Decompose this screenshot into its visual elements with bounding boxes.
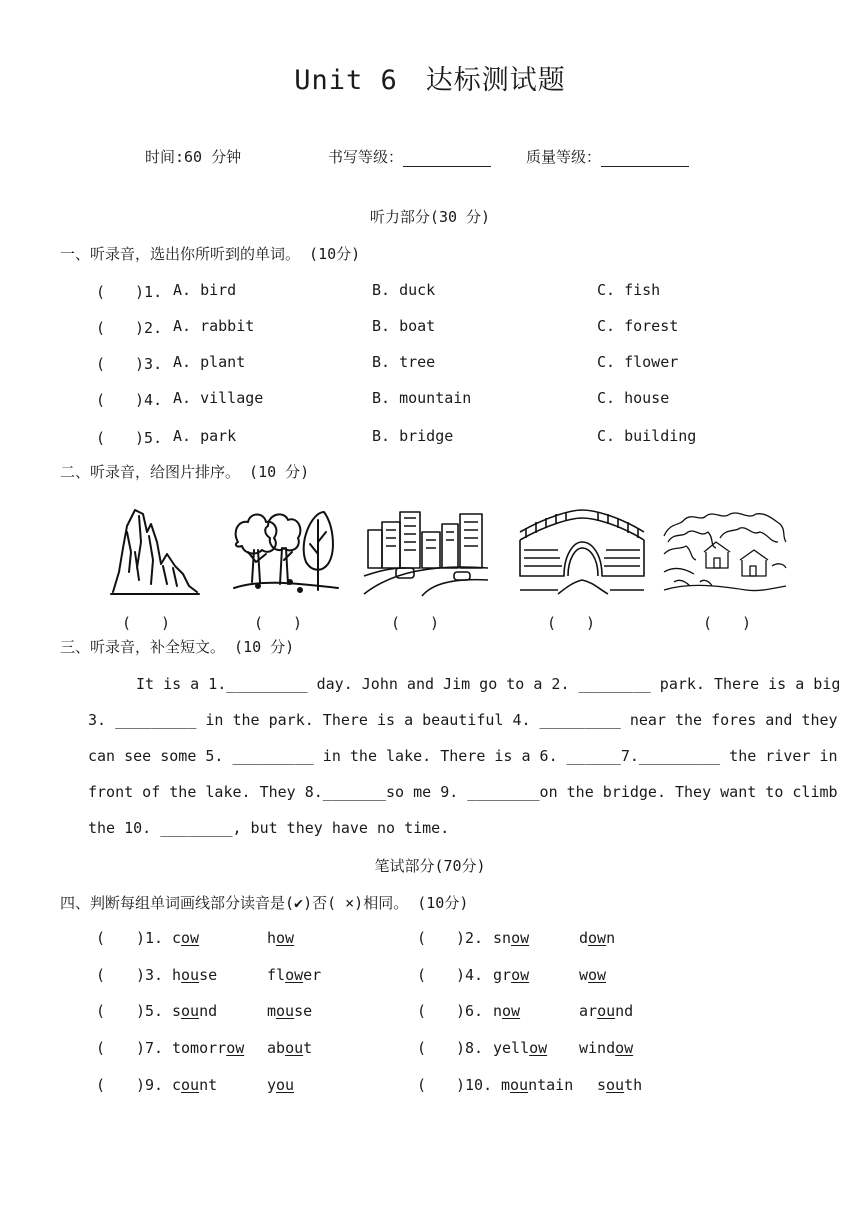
passage-line: It is a 1._________ day. John and Jim go to a 2. ________ park. There is a big [136, 675, 841, 693]
passage-line: can see some 5. _________ in the lake. There is a 6. ______7._________ the river in [88, 747, 838, 765]
option-a: A. rabbit [173, 317, 255, 335]
bridge-picture [518, 502, 648, 602]
writing-grade [328, 146, 491, 167]
word-2: wow [579, 966, 607, 984]
order-paren-4[interactable]: ( ) [547, 614, 596, 632]
question-number: )9. [136, 1076, 164, 1094]
word-2: you [267, 1076, 295, 1094]
question-number: )4. [456, 966, 484, 984]
option-a: A. plant [173, 353, 246, 371]
buildings-picture [362, 502, 492, 602]
word-2: mouse [267, 1002, 313, 1020]
order-paren-3[interactable]: ( ) [391, 614, 440, 632]
question-number: )10. [456, 1076, 493, 1094]
question-row [0, 317, 860, 339]
option-c: C. forest [597, 317, 679, 335]
answer-paren[interactable]: ( [417, 966, 427, 984]
phonics-item [0, 1076, 860, 1098]
word-2: how [267, 929, 295, 947]
word-2: down [579, 929, 616, 947]
question-row [0, 389, 860, 411]
answer-paren[interactable]: ( [96, 1002, 106, 1020]
word-2: around [579, 1002, 634, 1020]
option-b: B. tree [372, 353, 436, 371]
question-row [0, 427, 860, 449]
order-paren-1[interactable]: ( ) [122, 614, 171, 632]
page-title: Unit 6 达标测试题 [294, 65, 566, 96]
word-2: south [597, 1076, 643, 1094]
quality-grade-label: 质量等级： [526, 148, 602, 166]
writing-grade-blank[interactable] [403, 150, 491, 167]
answer-paren[interactable]: ( [417, 929, 427, 947]
order-paren-5[interactable]: ( ) [703, 614, 752, 632]
question-number[interactable]: ( )2. [96, 319, 163, 337]
section2-heading: 二、听录音，给图片排序。 (10 分) [60, 463, 310, 481]
option-b: B. boat [372, 317, 436, 335]
passage-line: 3. _________ in the park. There is a beautiful 4. _________ near the fores and they [88, 711, 838, 729]
option-a: A. bird [173, 281, 237, 299]
word-1: count [172, 1076, 218, 1094]
answer-paren[interactable]: ( [417, 1002, 427, 1020]
question-row [0, 281, 860, 303]
word-1: house [172, 966, 218, 984]
question-number: )3. [136, 966, 164, 984]
written-section-header: 笔试部分(70分) [374, 857, 486, 875]
question-row [0, 353, 860, 375]
mountain-picture [105, 502, 235, 602]
quality-grade-blank[interactable] [601, 150, 689, 167]
option-c: C. house [597, 389, 670, 407]
question-number: )2. [456, 929, 484, 947]
question-number[interactable]: ( )1. [96, 283, 163, 301]
option-b: B. mountain [372, 389, 472, 407]
option-c: C. flower [597, 353, 679, 371]
section1-heading: 一、听录音，选出你所听到的单词。 (10分) [60, 245, 361, 263]
trees-picture [228, 502, 358, 602]
passage-line: the 10. ________, but they have no time. [88, 819, 450, 837]
question-number: )1. [136, 929, 164, 947]
word-1: grow [493, 966, 530, 984]
option-c: C. building [597, 427, 697, 445]
order-paren-2[interactable]: ( ) [254, 614, 303, 632]
question-number: )7. [136, 1039, 164, 1057]
question-number: )6. [456, 1002, 484, 1020]
option-c: C. fish [597, 281, 661, 299]
phonics-item [0, 1039, 860, 1061]
village-picture [660, 502, 790, 602]
question-number[interactable]: ( )3. [96, 355, 163, 373]
answer-paren[interactable]: ( [417, 1076, 427, 1094]
answer-paren[interactable]: ( [96, 1039, 106, 1057]
section3-heading: 三、听录音，补全短文。 (10 分) [60, 638, 295, 656]
word-1: tomorrow [172, 1039, 245, 1057]
word-1: sound [172, 1002, 218, 1020]
section4-heading: 四、判断每组单词画线部分读音是(✔)否( ×)相同。 (10分) [60, 894, 469, 912]
phonics-item [0, 929, 860, 951]
option-b: B. bridge [372, 427, 454, 445]
word-2: flower [267, 966, 322, 984]
word-1: cow [172, 929, 200, 947]
word-1: snow [493, 929, 530, 947]
phonics-item [0, 966, 860, 988]
question-number: )5. [136, 1002, 164, 1020]
answer-paren[interactable]: ( [96, 929, 106, 947]
question-number[interactable]: ( )5. [96, 429, 163, 447]
word-1: now [493, 1002, 521, 1020]
answer-paren[interactable]: ( [96, 1076, 106, 1094]
time-label: 时间:60 分钟 [145, 148, 242, 166]
option-b: B. duck [372, 281, 436, 299]
question-number: )8. [456, 1039, 484, 1057]
writing-grade-label: 书写等级： [328, 148, 404, 166]
phonics-item [0, 1002, 860, 1024]
listening-section-header: 听力部分(30 分) [369, 208, 491, 226]
passage-line: front of the lake. They 8._______so me 9. ________on the bridge. They want to climb [88, 783, 838, 801]
option-a: A. park [173, 427, 237, 445]
word-1: yellow [493, 1039, 548, 1057]
option-a: A. village [173, 389, 264, 407]
question-number[interactable]: ( )4. [96, 391, 163, 409]
word-1: mountain [501, 1076, 574, 1094]
word-2: about [267, 1039, 313, 1057]
answer-paren[interactable]: ( [96, 966, 106, 984]
quality-grade [526, 146, 689, 167]
word-2: window [579, 1039, 634, 1057]
answer-paren[interactable]: ( [417, 1039, 427, 1057]
